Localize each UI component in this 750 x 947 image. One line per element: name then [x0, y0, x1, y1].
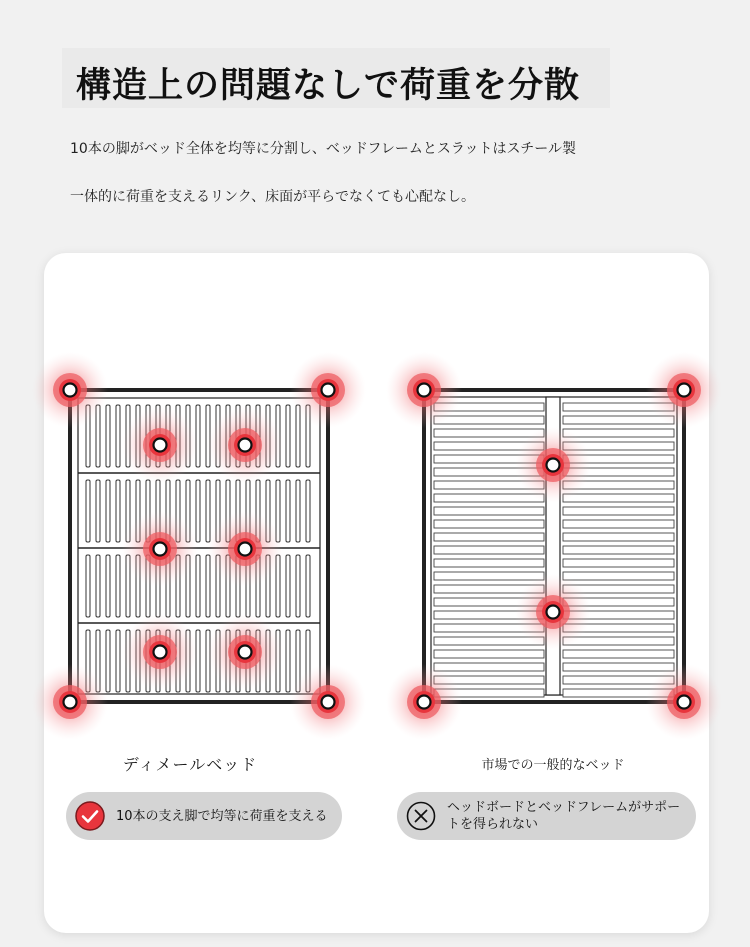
slat [434, 559, 544, 567]
slat [286, 630, 290, 692]
support-point-icon [207, 407, 283, 483]
left-bed-diagram [30, 345, 370, 745]
slat [434, 533, 544, 541]
slat [434, 572, 544, 580]
slat [196, 555, 200, 617]
left-bed-caption: ディメールベッド [122, 755, 258, 774]
slat [563, 546, 674, 554]
check-icon [75, 801, 105, 831]
slat [106, 555, 110, 617]
slat [563, 663, 674, 671]
slat [563, 416, 674, 424]
support-point-icon [32, 352, 108, 428]
support-point-icon [290, 352, 366, 428]
slat [434, 507, 544, 515]
slat [563, 494, 674, 502]
slat [196, 480, 200, 542]
slat [563, 507, 674, 515]
slat [286, 480, 290, 542]
slat [106, 405, 110, 467]
slat [434, 546, 544, 554]
slat [296, 480, 300, 542]
support-point-icon [515, 427, 591, 503]
intro-line-1: 10本の脚がベッド全体を均等に分割し、ベッドフレームとスラットはスチール製 [70, 141, 576, 157]
slat [306, 555, 310, 617]
slat [563, 429, 674, 437]
support-point-icon [122, 511, 198, 587]
slat [116, 405, 120, 467]
cross-icon [406, 801, 436, 831]
slat [116, 555, 120, 617]
support-point-icon [207, 614, 283, 690]
slat [286, 555, 290, 617]
support-point-icon [122, 614, 198, 690]
support-point-icon [646, 664, 722, 740]
right-badge-text: ヘッドボードとベッドフレームがサポートを得られない [447, 800, 681, 832]
support-point-icon [646, 352, 722, 428]
slat [306, 480, 310, 542]
left-feature-badge [66, 792, 342, 840]
support-point-icon [515, 574, 591, 650]
slat [116, 630, 120, 692]
slat [206, 480, 210, 542]
left-badge-text: 10本の支え脚で均等に荷重を支える [116, 809, 328, 824]
slat [434, 429, 544, 437]
slat [96, 555, 100, 617]
right-bed-diagram [385, 345, 725, 745]
support-point-icon [386, 664, 462, 740]
slat [563, 559, 674, 567]
support-point-icon [207, 511, 283, 587]
support-point-icon [122, 407, 198, 483]
slat [96, 480, 100, 542]
right-feature-badge [397, 792, 696, 840]
slat [106, 630, 110, 692]
slat [434, 494, 544, 502]
support-point-icon [386, 352, 462, 428]
intro-line-2: 一体的に荷重を支えるリンク、床面が平らでなくても心配なし。 [70, 189, 476, 205]
slat [86, 555, 90, 617]
slat [106, 480, 110, 542]
slat [116, 480, 120, 542]
slat [563, 572, 674, 580]
slat [563, 533, 674, 541]
page-title: 構造上の問題なしで荷重を分散 [76, 66, 581, 106]
slat [563, 650, 674, 658]
slat [206, 555, 210, 617]
slat [286, 405, 290, 467]
slat [296, 555, 300, 617]
slat [434, 650, 544, 658]
slat [86, 480, 90, 542]
slat [434, 663, 544, 671]
slat [434, 520, 544, 528]
support-point-icon [290, 664, 366, 740]
headline-banner [62, 48, 610, 108]
slat [563, 520, 674, 528]
support-point-icon [32, 664, 108, 740]
right-bed-caption: 市場での一般的なベッド [481, 758, 625, 773]
